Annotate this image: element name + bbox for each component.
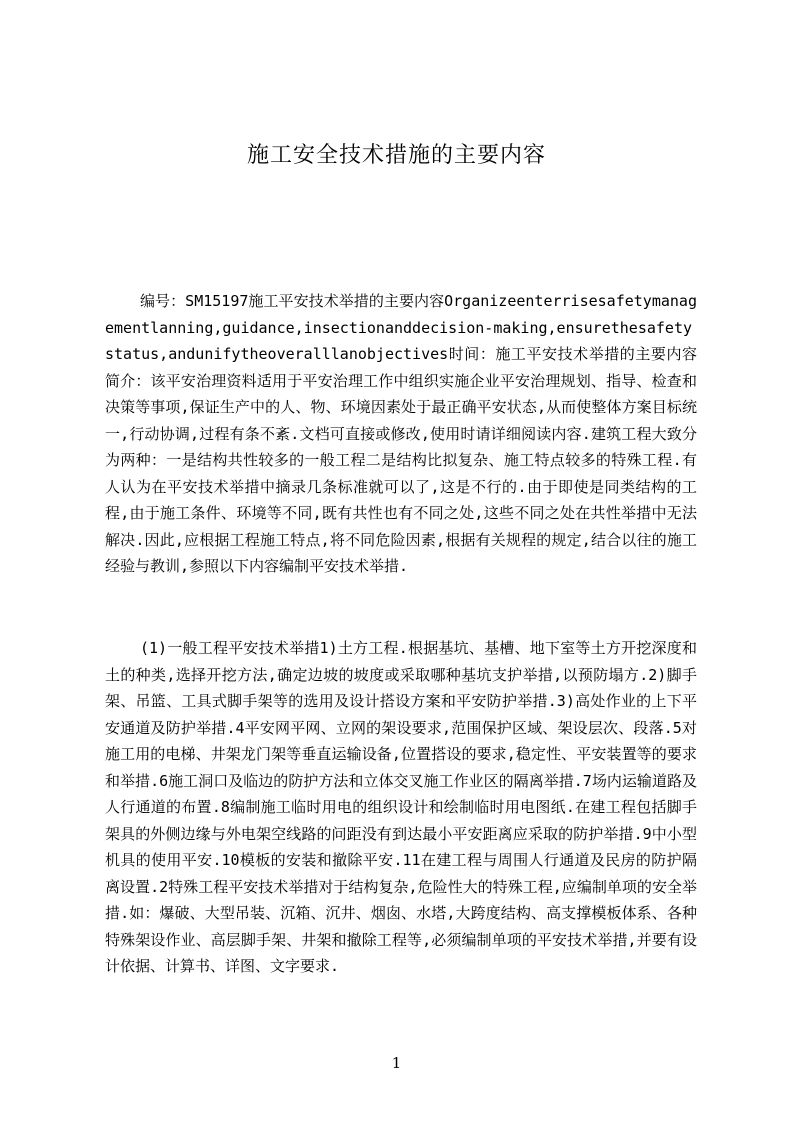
page-title: 施工安全技术措施的主要内容 — [246, 143, 546, 168]
page-number: 1 — [391, 1054, 402, 1072]
body-paragraph-intro: 编号：SM15197施工平安技术举措的主要内容Organizeenterrisesafetymanagementlanning,guidance,insectionanddecision-making,ensurethesafetystatus,andunifytheoveralllanobjectives时间：施工平安技术举措的主要内容简介：该平安治理资料适用于平安治理工作中组织实施企业平安治理规划、指导、检查和决策等事项,保证生产中的人、物、环境因素处于最正确平安状态,从而使整体方案目标统一,行动协调,过程有条不紊.文档可直接或修改,使用时请详细阅读内容.建筑工程大致分为两种：一是结构共性较多的一般工程二是结构比拟复杂、施工特点较多的特殊工程.有人认为在平安技术举措中摘录几条标准就可以了,这是不行的.由于即使是同类结构的工程,由于施工条件、环境等不同,既有共性也有不同之处,这些不同之处在共性举措中无法解决.因此,应根据工程施工特点,将不同危险因素,根据有关规程的规定,结合以往的施工经验与教训,参照以下内容编制平安技术举措. — [105, 292, 697, 575]
body-paragraph-measures: (1)一般工程平安技术举措1)土方工程.根据基坑、基槽、地下室等土方开挖深度和土的种类,选择开挖方法,确定边坡的坡度或采取哪种基坑支护举措,以预防塌方.2)脚手架、吊篮、工具式脚手架等的选用及设计搭设方案和平安防护举措.3)高处作业的上下平安通道及防护举措.4平安网平网、立网的架设要求,范围保护区域、架设层次、段落.5对施工用的电梯、井架龙门架等垂直运输设备,位置搭设的要求,稳定性、平安装置等的要求和举措.6施工洞口及临边的防护方法和立体交叉施工作业区的隔离举措.7场内运输道路及人行通道的布置.8编制施工临时用电的组织设计和绘制临时用电图纸.在建工程包括脚手架具的外侧边缘与外电架空线路的问距没有到达最小平安距离应采取的防护举措.9中小型机具的使用平安.10模板的安装和撤除平安.11在建工程与周围人行通道及民房的防护隔离设置.2特殊工程平安技术举措对于结构复杂,危险性大的特殊工程,应编制单项的安全举措.如：爆破、大型吊装、沉箱、沉井、烟囱、水塔,大跨度结构、高支撑模板体系、各种特殊架设作业、高层脚手架、井架和撤除工程等,必须编制单项的平安技术举措,并要有设计依据、计算书、详图、文字要求. — [105, 639, 697, 975]
